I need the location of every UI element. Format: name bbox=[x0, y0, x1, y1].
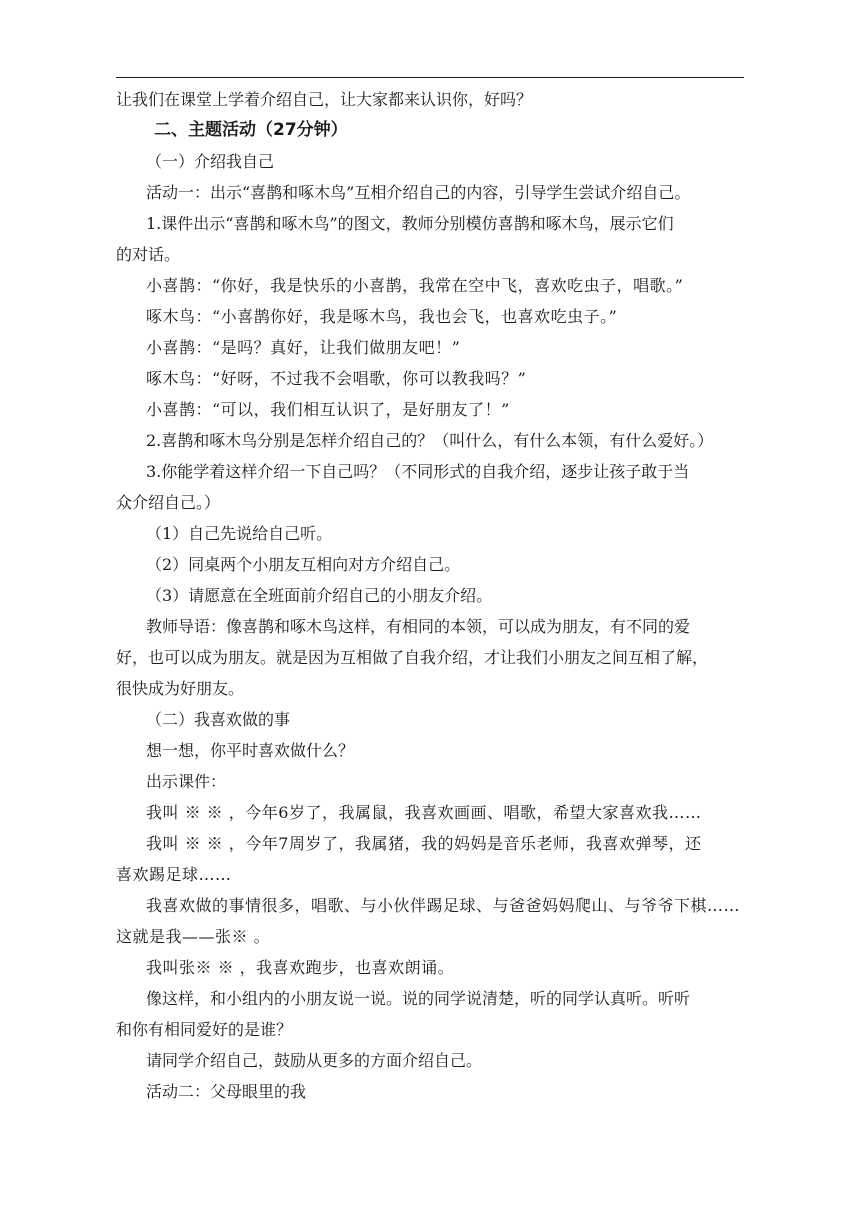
sub-step: （2）同桌两个小朋友互相向对方介绍自己。 bbox=[146, 555, 461, 574]
paragraph: 想一想，你平时喜欢做什么？ bbox=[146, 741, 355, 760]
teacher-guide-cont: 好，也可以成为朋友。就是因为互相做了自我介绍，才让我们小朋友之间互相了解， bbox=[116, 648, 709, 667]
activity-one-title: 活动一：出示“喜鹊和啄木鸟”互相介绍自己的内容，引导学生尝试介绍自己。 bbox=[146, 183, 691, 202]
sub-step: （1）自己先说给自己听。 bbox=[146, 524, 333, 543]
teacher-guide-cont: 很快成为好朋友。 bbox=[116, 679, 245, 698]
example-line: 我喜欢做的事情很多，唱歌、与小伙伴踢足球、与爸爸妈妈爬山、与爷爷下棋…… bbox=[146, 896, 741, 915]
step-3-cont: 众介绍自己。） bbox=[116, 493, 221, 512]
step-2: 2.喜鹊和啄木鸟分别是怎样介绍自己的？（叫什么，有什么本领，有什么爱好。） bbox=[146, 431, 714, 450]
teacher-guide: 教师导语：像喜鹊和啄木鸟这样，有相同的本领，可以成为朋友，有不同的爱 bbox=[146, 617, 691, 636]
step-1: 1.课件出示“喜鹊和啄木鸟”的图文，教师分别模仿喜鹊和啄木鸟，展示它们 bbox=[146, 214, 674, 233]
subsection-heading: （二）我喜欢做的事 bbox=[146, 710, 291, 729]
step-1-cont: 的对话。 bbox=[116, 245, 181, 264]
example-line: 我叫 ※ ※ ，今年7周岁了，我属猪，我的妈妈是音乐老师，我喜欢弹琴，还 bbox=[146, 834, 702, 853]
dialogue-line: 小喜鹊：“是吗？真好，让我们做朋友吧！” bbox=[146, 338, 461, 357]
paragraph-intro: 让我们在课堂上学着介绍自己，让大家都来认识你，好吗？ bbox=[116, 90, 533, 109]
example-line-cont: 这就是我——张※ 。 bbox=[116, 927, 271, 946]
paragraph: 出示课件： bbox=[146, 772, 227, 791]
example-line: 我叫张※ ※ ，我喜欢跑步，也喜欢朗诵。 bbox=[146, 958, 455, 977]
example-line: 我叫 ※ ※ ，今年6岁了，我属鼠，我喜欢画画、唱歌，希望大家喜欢我…… bbox=[146, 803, 702, 822]
document-body bbox=[116, 84, 746, 1107]
activity-two-title: 活动二：父母眼里的我 bbox=[146, 1082, 307, 1101]
section-heading: 二、主题活动（27分钟） bbox=[154, 120, 348, 140]
paragraph: 请同学介绍自己，鼓励从更多的方面介绍自己。 bbox=[146, 1051, 483, 1070]
header-rule bbox=[116, 77, 744, 78]
example-line-cont: 喜欢踢足球…… bbox=[116, 865, 232, 884]
dialogue-line: 小喜鹊：“可以，我们相互认识了，是好朋友了！” bbox=[146, 400, 510, 419]
dialogue-line: 啄木鸟：“小喜鹊你好，我是啄木鸟，我也会飞，也喜欢吃虫子。” bbox=[146, 307, 618, 326]
step-3: 3.你能学着这样介绍一下自己吗？（不同形式的自我介绍，逐步让孩子敢于当 bbox=[146, 462, 690, 481]
dialogue-line: 小喜鹊：“你好，我是快乐的小喜鹊，我常在空中飞，喜欢吃虫子，唱歌。” bbox=[146, 276, 684, 295]
dialogue-line: 啄木鸟：“好呀，不过我不会唱歌，你可以教我吗？” bbox=[146, 369, 527, 388]
sub-step: （3）请愿意在全班面前介绍自己的小朋友介绍。 bbox=[146, 586, 493, 605]
paragraph: 像这样，和小组内的小朋友说一说。说的同学说清楚，听的同学认真听。听听 bbox=[146, 989, 691, 1008]
subsection-heading: （一）介绍我自己 bbox=[146, 152, 275, 171]
paragraph-cont: 和你有相同爱好的是谁？ bbox=[116, 1020, 293, 1039]
